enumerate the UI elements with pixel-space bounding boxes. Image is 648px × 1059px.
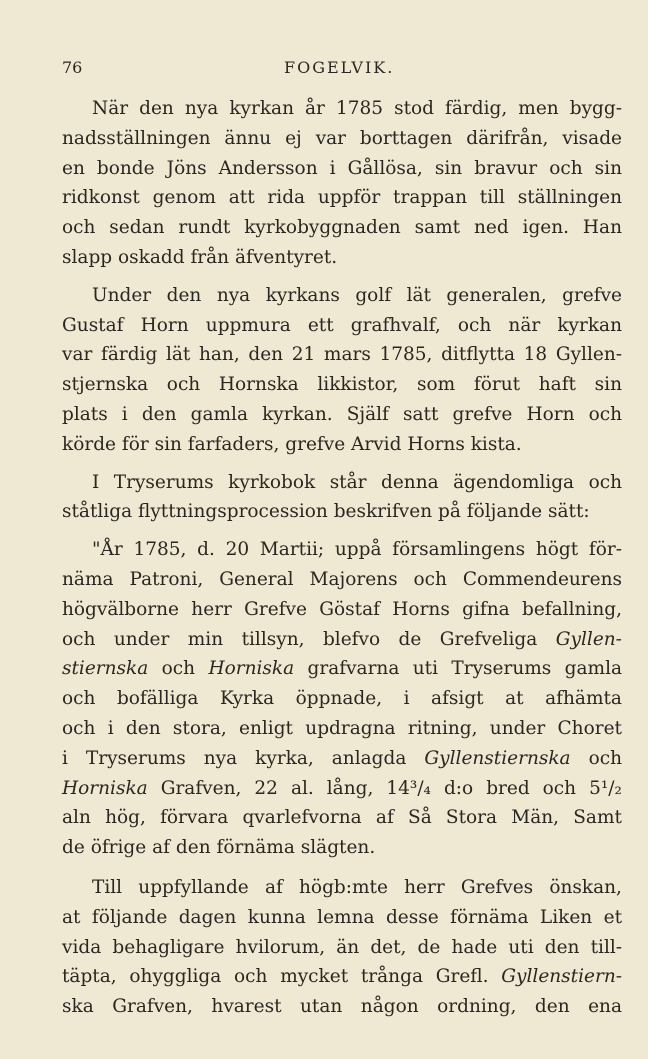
text-line: slapp oskadd från äfventyret. [62,246,338,268]
text-line: nadsställningen ännu ej var borttagen därifrån, visade [62,127,622,149]
body-text [62,94,622,1030]
text-line: högvälborne herr Grefve Göstaf Horns gifna befallning, [62,598,622,620]
text-line: at följande dagen kunna lemna desse förnäma Liken et [62,906,623,928]
text-line: När den nya kyrkan år 1785 stod färdig, men bygg- [92,98,622,119]
paragraph-2 [62,281,622,460]
text-line: Gustaf Horn uppmura ett grafhvalf, och när kyrkan [62,314,622,336]
text-line: "År 1785, d. 20 Martii; uppå församlingens högt för- [92,539,622,561]
text-line: var färdig lät han, den 21 mars 1785, ditflytta 18 Gyllen- [62,344,622,366]
running-title: FOGELVIK. [284,58,395,77]
text-line: körde för sin farfaders, grefve Arvid Horns kista. [62,433,522,455]
text-line: nämа Patroni, General Majorens och Commendeurens [62,568,623,590]
text-line: ståtliga flyttningsprocession beskrifven på följande sätt: [62,501,590,523]
paragraph-1 [62,94,622,273]
text-line: ska Grafven, hvarest utan någon ordning, den ena [62,996,623,1018]
text-line: plats i den gamla kyrkan. Själf satt grefve Horn och [62,403,622,425]
paragraph-3 [62,468,622,528]
page-number: 76 [62,58,83,77]
text-line: en bonde Jöns Andersson i Gållösa, sin bravur och sin [62,157,622,179]
text-line: Under den nya kyrkans golf lät generalen, grefve [92,284,622,306]
text-line: I Tryserums kyrkobok står denna ägendomliga och [92,471,622,493]
text-line: aln hög, förvara qvarlefvorna af Så Stora Män, Samt [62,807,622,829]
text-line: och i den stora, enligt updragna ritning, under Choret [62,717,622,739]
text-line: och sedan rundt kyrkobyggnaden samt ned igen. Han [62,217,622,239]
text-line: Horniska Grafven, 22 al. lång, 14³/₄ d:o bred och 5¹/₂ [62,777,622,799]
text-line: stiernska och Horniska grafvarna uti Tryserums gamla [62,658,623,680]
text-line: stjernska och Hornska likkistor, som förut haft sin [62,374,622,396]
page-header [62,58,622,86]
text-line: och under min tillsyn, blefvo de Grefveliga Gyllen- [62,628,622,650]
paragraph-5 [62,873,622,1022]
text-line: i Tryserums nya kyrka, anlagda Gyllenstiernska och [62,747,622,769]
quote-paragraph [62,535,622,863]
text-line: och bofälliga Kyrka öppnade, i afsigt at afhämta [62,688,622,710]
text-line: ridkonst genom att rida uppför trappan till ställningen [62,187,622,209]
text-line: täpta, ohyggliga och mycket trånga Grefl. Gyllenstiern- [62,966,622,988]
text-line: de öfrige af den förnäma slägten. [62,837,376,859]
text-line: Till uppfyllande af högb:mte herr Grefves önskan, [92,876,622,898]
text-line: vida behagligare hvilorum, än det, de hade uti den till- [62,936,623,958]
